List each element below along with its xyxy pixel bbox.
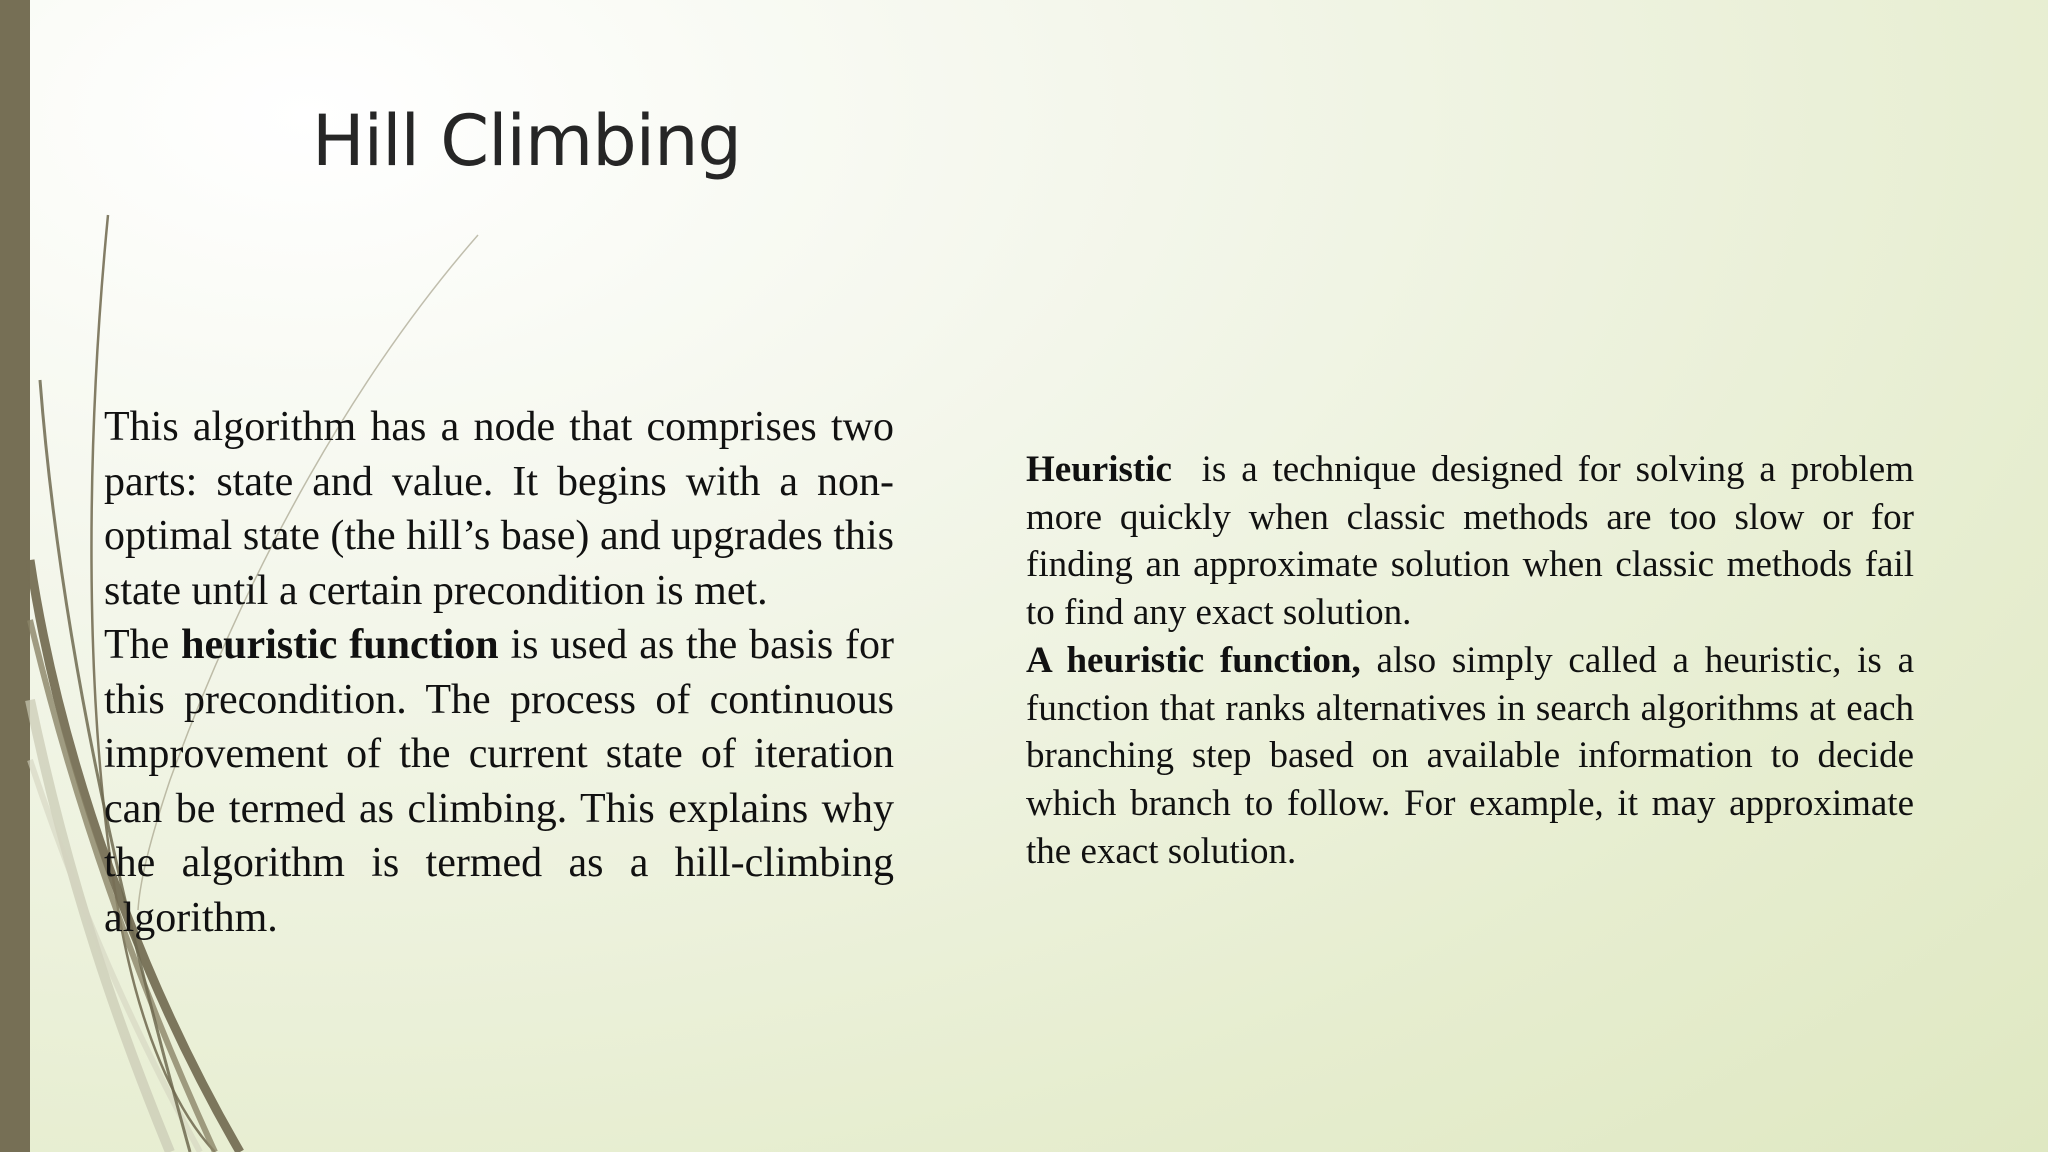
right-paragraph-2-bold-term: A heuristic function, bbox=[1026, 639, 1361, 681]
left-accent-bar bbox=[0, 0, 30, 1152]
right-paragraph-2-rest: also simply called a heuristic, is a function that ranks alternatives in search algorithms at each branching step based on available information to decide which branch to follow. For example, it may approximate the exact solution. bbox=[1026, 639, 1915, 872]
left-text-column bbox=[104, 400, 894, 945]
right-paragraph-1 bbox=[1026, 446, 1924, 637]
right-paragraph-2 bbox=[1026, 637, 1914, 876]
right-paragraph-1-bold-term: Heuristic bbox=[1026, 449, 1172, 490]
slide-title: Hill Climbing bbox=[312, 100, 741, 182]
right-paragraph-1-rest: is a technique designed for solving a problem more quickly when classic methods are too slow or for finding an approximate solution when classic methods fail to find any exact solution. bbox=[1026, 449, 1924, 634]
right-text-column bbox=[1026, 446, 1924, 875]
left-paragraph-1: This algorithm has a node that comprises two parts: state and value. It begins with a non-optimal state (the hill’s base) and upgrades this state until a certain precondition is met. bbox=[104, 404, 894, 614]
left-paragraph-2-rest: is used as the basis for this precondition. The process of continuous improvement of the current state of iteration can be termed as climbing. This explains why the algorithm is termed as a hill-climbing algorithm. bbox=[104, 622, 894, 941]
left-paragraph-2 bbox=[104, 618, 894, 945]
left-paragraph-2-lead: The bbox=[104, 622, 182, 668]
left-paragraph-2-bold-term: heuristic function bbox=[181, 622, 499, 668]
